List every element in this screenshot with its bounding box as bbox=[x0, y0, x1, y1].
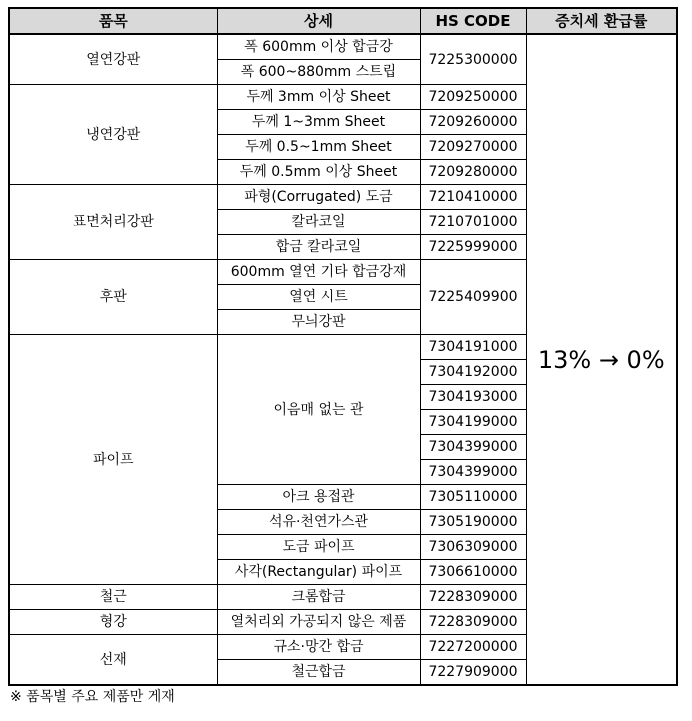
item-cell: 후판 bbox=[9, 260, 217, 335]
detail-cell: 칼라코일 bbox=[217, 210, 420, 235]
detail-cell: 폭 600~880mm 스트립 bbox=[217, 60, 420, 85]
hs-code-cell: 7225999000 bbox=[420, 235, 526, 260]
detail-cell: 두께 3mm 이상 Sheet bbox=[217, 85, 420, 110]
detail-cell: 파형(Corrugated) 도금 bbox=[217, 185, 420, 210]
detail-cell: 두께 0.5mm 이상 Sheet bbox=[217, 160, 420, 185]
hs-code-cell: 7304193000 bbox=[420, 385, 526, 410]
table-row bbox=[9, 34, 677, 60]
hs-code-cell: 7228309000 bbox=[420, 610, 526, 635]
hs-code-cell: 7209270000 bbox=[420, 135, 526, 160]
item-cell: 표면처리강판 bbox=[9, 185, 217, 260]
footnote: ※ 품목별 주요 제품만 게재 bbox=[10, 689, 175, 705]
hs-code-cell: 7304191000 bbox=[420, 335, 526, 360]
header-row bbox=[9, 8, 677, 34]
detail-cell: 두께 1~3mm Sheet bbox=[217, 110, 420, 135]
header-detail: 상세 bbox=[217, 8, 420, 34]
detail-cell: 아크 용접관 bbox=[217, 485, 420, 510]
hs-code-cell: 7304192000 bbox=[420, 360, 526, 385]
item-cell: 냉연강판 bbox=[9, 85, 217, 185]
hs-code-cell: 7209260000 bbox=[420, 110, 526, 135]
item-cell: 형강 bbox=[9, 610, 217, 635]
hs-code-cell: 7227909000 bbox=[420, 660, 526, 686]
hs-code-cell: 7304399000 bbox=[420, 435, 526, 460]
detail-cell: 석유·천연가스관 bbox=[217, 510, 420, 535]
detail-cell: 철근합금 bbox=[217, 660, 420, 686]
detail-cell: 열처리외 가공되지 않은 제품 bbox=[217, 610, 420, 635]
detail-cell: 도금 파이프 bbox=[217, 535, 420, 560]
rate-change-cell: 13% → 0% bbox=[526, 34, 677, 685]
hs-code-cell: 7304199000 bbox=[420, 410, 526, 435]
hs-code-cell: 7305110000 bbox=[420, 485, 526, 510]
header-hs-code: HS CODE bbox=[420, 8, 526, 34]
item-cell: 선재 bbox=[9, 635, 217, 686]
hs-code-cell: 7228309000 bbox=[420, 585, 526, 610]
detail-cell: 크롬합금 bbox=[217, 585, 420, 610]
detail-cell: 규소·망간 합금 bbox=[217, 635, 420, 660]
detail-cell: 열연 시트 bbox=[217, 285, 420, 310]
item-cell: 철근 bbox=[9, 585, 217, 610]
detail-cell: 폭 600mm 이상 합금강 bbox=[217, 34, 420, 60]
detail-cell: 이음매 없는 관 bbox=[217, 335, 420, 485]
hs-code-cell: 7306610000 bbox=[420, 560, 526, 585]
detail-cell: 사각(Rectangular) 파이프 bbox=[217, 560, 420, 585]
hs-code-cell: 7227200000 bbox=[420, 635, 526, 660]
detail-cell: 무늬강판 bbox=[217, 310, 420, 335]
header-item: 품목 bbox=[9, 8, 217, 34]
hs-code-cell: 7209280000 bbox=[420, 160, 526, 185]
hs-code-cell: 7225409900 bbox=[420, 260, 526, 335]
hs-code-cell: 7210410000 bbox=[420, 185, 526, 210]
hs-code-cell: 7304399000 bbox=[420, 460, 526, 485]
item-cell: 파이프 bbox=[9, 335, 217, 585]
hs-code-cell: 7306309000 bbox=[420, 535, 526, 560]
hs-code-cell: 7209250000 bbox=[420, 85, 526, 110]
detail-cell: 두께 0.5~1mm Sheet bbox=[217, 135, 420, 160]
detail-cell: 600mm 열연 기타 합금강재 bbox=[217, 260, 420, 285]
hs-code-cell: 7305190000 bbox=[420, 510, 526, 535]
tariff-table bbox=[8, 7, 678, 686]
item-cell: 열연강판 bbox=[9, 34, 217, 85]
header-rate: 증치세 환급률 bbox=[526, 8, 677, 34]
detail-cell: 합금 칼라코일 bbox=[217, 235, 420, 260]
hs-code-cell: 7225300000 bbox=[420, 34, 526, 85]
hs-code-cell: 7210701000 bbox=[420, 210, 526, 235]
